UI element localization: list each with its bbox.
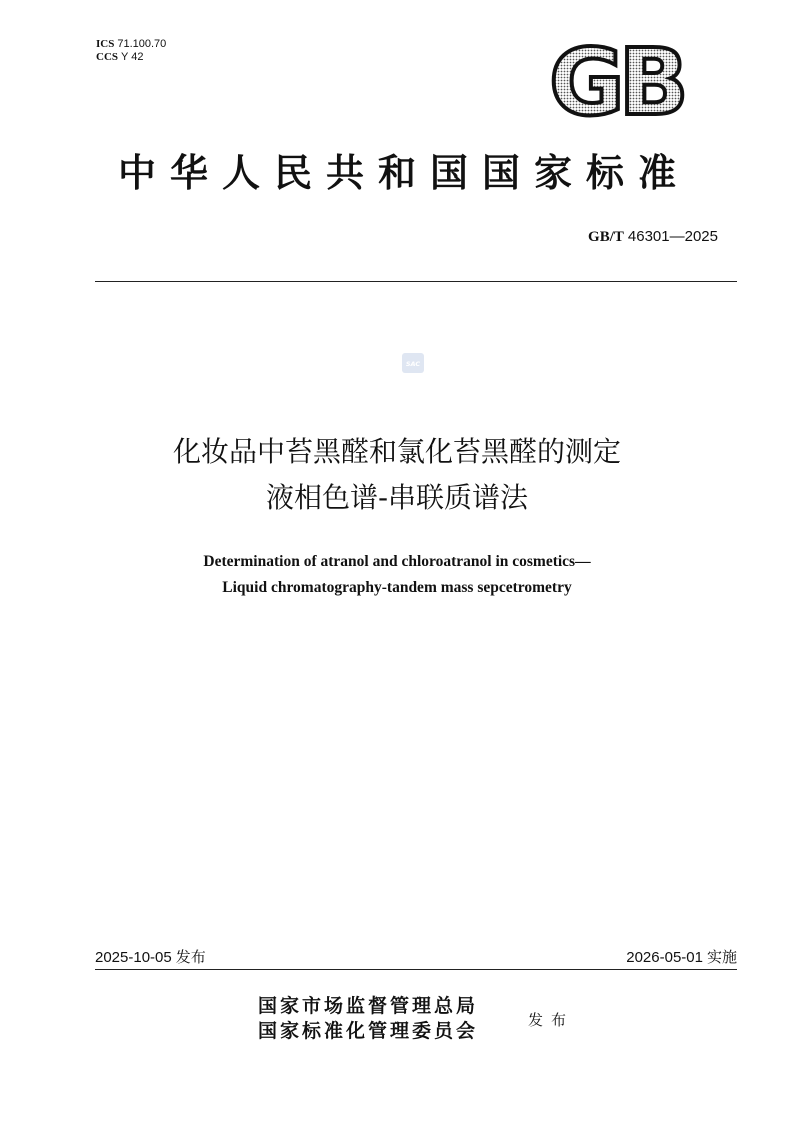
english-title-line-2: Liquid chromatography-tandem mass sepcetrometry <box>222 579 572 596</box>
bottom-divider <box>95 969 737 970</box>
standard-number-value: 46301—2025 <box>627 228 718 245</box>
publish-date-value: 2025-10-05 <box>95 949 172 966</box>
publish-date-word: 发布 <box>175 948 206 966</box>
chinese-title-line-2: 液相色谱-串联质谱法 <box>265 481 529 514</box>
standard-number <box>588 228 718 246</box>
implementation-date-word: 实施 <box>706 948 737 966</box>
publish-date <box>95 946 206 967</box>
document-category-title: 中华人民共和国国家标准 <box>117 151 690 195</box>
top-divider <box>95 281 737 282</box>
sac-watermark <box>401 352 425 374</box>
ics-code <box>96 38 166 51</box>
issuer-line-1: 国家市场监督管理总局 <box>258 995 479 1017</box>
classification-codes <box>96 38 166 64</box>
standard-number-prefix: GB/T <box>588 229 624 245</box>
chinese-title-line-1: 化妆品中苔黑醛和氯化苔黑醛的测定 <box>172 435 621 468</box>
issuer-line-2: 国家标准化管理委员会 <box>258 1020 479 1042</box>
english-title-line-1: Determination of atranol and chloroatranol in cosmetics— <box>203 553 591 570</box>
implementation-date-value: 2026-05-01 <box>626 949 703 966</box>
issuer-action: 发布 <box>528 1011 575 1029</box>
watermark-text: SAC <box>405 360 421 368</box>
ics-label: ICS <box>96 38 115 50</box>
gb-logo <box>536 40 696 120</box>
ccs-code <box>96 51 166 64</box>
ccs-value: Y 42 <box>121 51 144 63</box>
ics-value: 71.100.70 <box>117 38 167 50</box>
ccs-label: CCS <box>96 51 119 63</box>
gb-logo-text: GB <box>549 40 683 120</box>
implementation-date <box>626 946 737 967</box>
